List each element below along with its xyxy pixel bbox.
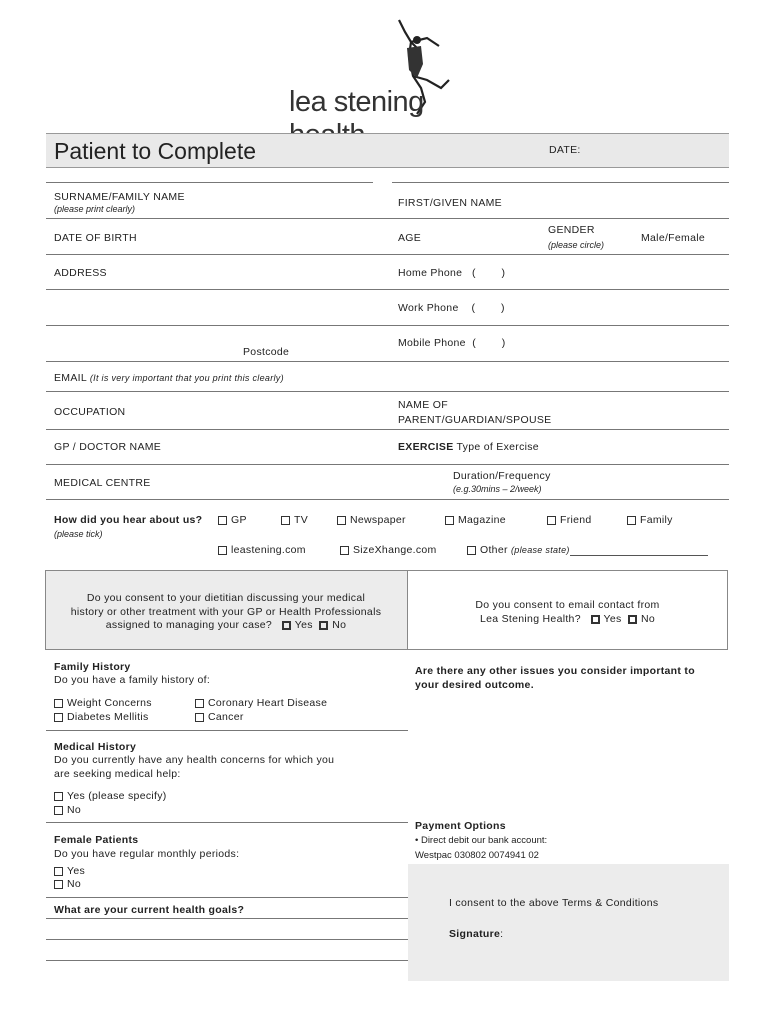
yes-checkbox-icon[interactable]	[282, 621, 291, 630]
checkbox-icon	[54, 806, 63, 815]
no-checkbox-icon[interactable]	[628, 615, 637, 624]
payment-line2: Westpac 030802 0074941 02	[415, 850, 539, 861]
medical-history-question: Do you currently have any health concerns for which you are seeking medical help:	[54, 754, 335, 780]
hear-question: How did you hear about us?	[54, 514, 203, 526]
gender-hint: (please circle)	[548, 240, 605, 250]
occupation-label: OCCUPATION	[54, 406, 126, 418]
hear-option-gp[interactable]: GP	[218, 514, 247, 526]
surname-label: SURNAME/FAMILY NAME	[54, 191, 185, 203]
date-label: DATE:	[549, 144, 581, 156]
checkbox-icon	[340, 546, 349, 555]
payment-title: Payment Options	[415, 820, 506, 832]
hear-option-family[interactable]: Family	[627, 514, 673, 526]
dob-label: DATE OF BIRTH	[54, 232, 137, 244]
address-label: ADDRESS	[54, 267, 107, 279]
duration-label: Duration/Frequency	[453, 470, 551, 482]
checkbox-icon	[445, 516, 454, 525]
other-issues-question: Are there any other issues you consider important to your desired outcome.	[415, 665, 695, 691]
mh-yes[interactable]: Yes (please specify)	[54, 790, 167, 802]
mobile-phone-label: Mobile Phone ( )	[398, 337, 506, 349]
duration-hint: (e.g.30mins – 2/week)	[453, 484, 542, 494]
signature-label: Signature:	[449, 928, 504, 940]
postcode-label: Postcode	[243, 346, 290, 358]
terms-box	[408, 864, 729, 981]
hear-option-tv[interactable]: TV	[281, 514, 308, 526]
signature-field[interactable]	[510, 926, 710, 942]
surname-hint: (please print clearly)	[54, 204, 136, 214]
fh-weight[interactable]: Weight Concerns	[54, 697, 152, 709]
checkbox-icon	[467, 546, 476, 555]
title-bar	[46, 133, 729, 168]
gender-label: GENDER	[548, 224, 595, 236]
other-input-line	[570, 545, 708, 556]
no-checkbox-icon[interactable]	[319, 621, 328, 630]
fh-heart[interactable]: Coronary Heart Disease	[195, 697, 327, 709]
checkbox-icon	[54, 713, 63, 722]
payment-line1: • Direct debit our bank account:	[415, 835, 548, 846]
checkbox-icon	[218, 516, 227, 525]
hear-option-newspaper[interactable]: Newspaper	[337, 514, 406, 526]
checkbox-icon	[337, 516, 346, 525]
family-history-question: Do you have a family history of:	[54, 674, 211, 686]
work-phone-label: Work Phone ( )	[398, 302, 505, 314]
gp-label: GP / DOCTOR NAME	[54, 441, 162, 453]
checkbox-icon	[195, 713, 204, 722]
fh-cancer[interactable]: Cancer	[195, 711, 244, 723]
first-name-label: FIRST/GIVEN NAME	[398, 197, 502, 209]
logo-text: lea stening	[289, 86, 424, 118]
home-phone-label: Home Phone ( )	[398, 267, 506, 279]
checkbox-icon	[54, 867, 63, 876]
fh-diabetes[interactable]: Diabetes Mellitis	[54, 711, 149, 723]
checkbox-icon	[54, 792, 63, 801]
hear-option-other[interactable]: Other (please state)	[467, 544, 708, 556]
checkbox-icon	[54, 880, 63, 889]
email-consent-text: Do you consent to email contact from Lea Stening Health? Yes No	[475, 599, 660, 625]
hear-option-magazine[interactable]: Magazine	[445, 514, 506, 526]
yes-checkbox-icon[interactable]	[591, 615, 600, 624]
hear-hint: (please tick)	[54, 529, 103, 539]
hear-option-sizexhange[interactable]: SizeXhange.com	[340, 544, 437, 556]
family-history-title: Family History	[54, 661, 131, 673]
age-label: AGE	[398, 232, 422, 244]
hear-option-friend[interactable]: Friend	[547, 514, 592, 526]
page-title: Patient to Complete	[54, 138, 257, 164]
medical-history-title: Medical History	[54, 741, 137, 753]
checkbox-icon	[218, 546, 227, 555]
mh-no[interactable]: No	[54, 804, 81, 816]
gender-options[interactable]: Male/Female	[641, 232, 705, 244]
logo	[285, 18, 495, 126]
goals-question: What are your current health goals?	[54, 904, 245, 916]
checkbox-icon	[195, 699, 204, 708]
terms-consent: I consent to the above Terms & Conditions	[449, 897, 659, 909]
female-question: Do you have regular monthly periods:	[54, 848, 240, 860]
checkbox-icon	[627, 516, 636, 525]
female-yes[interactable]: Yes	[54, 865, 85, 877]
checkbox-icon	[547, 516, 556, 525]
checkbox-icon	[281, 516, 290, 525]
dietitian-consent-text: Do you consent to your dietitian discussing your medical history or other treatment with your GP or Health Professionals assigned to managing your case? Yes No	[70, 592, 382, 631]
medical-centre-label: MEDICAL CENTRE	[54, 477, 151, 489]
checkbox-icon	[54, 699, 63, 708]
email-label: EMAIL (It is very important that you print this clearly)	[54, 372, 284, 384]
female-no[interactable]: No	[54, 878, 81, 890]
hear-option-leastening[interactable]: leastening.com	[218, 544, 306, 556]
female-title: Female Patients	[54, 834, 139, 846]
parent-guardian-label: PARENT/GUARDIAN/SPOUSE	[398, 414, 552, 426]
name-of-label: NAME OF	[398, 399, 448, 411]
exercise-label: EXERCISE Type of Exercise	[398, 441, 539, 453]
